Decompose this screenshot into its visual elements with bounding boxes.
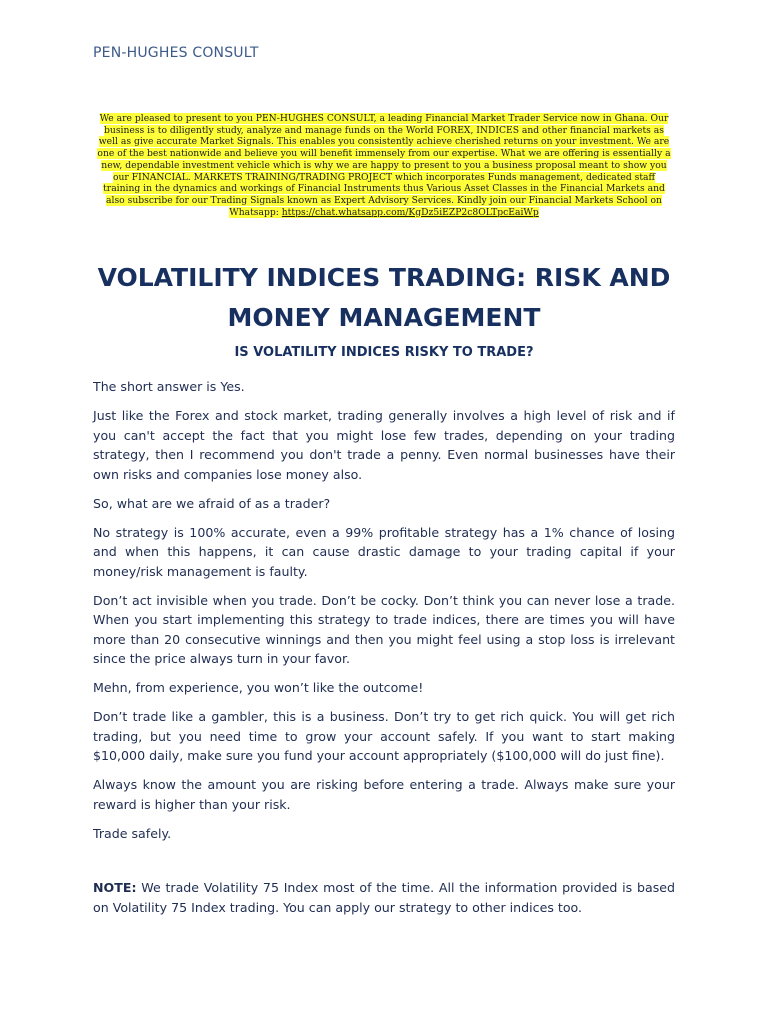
note-text: We trade Volatility 75 Index most of the time. All the information provided is based on Volatility 75 Index trading. You can apply our strategy to other indices too.	[93, 880, 675, 915]
whatsapp-link[interactable]: https://chat.whatsapp.com/KgDz5iEZP2c8OLTpcEaiWp	[281, 206, 539, 218]
note-label: NOTE:	[93, 880, 137, 895]
paragraph: Just like the Forex and stock market, trading generally involves a high level of risk and if you can't accept the fact that you might lose few trades, depending on your trading strategy, then I recommend you don't trade a penny. Even normal businesses have their own risks and companies lose money also.	[93, 408, 675, 482]
article-body	[93, 377, 675, 853]
paragraph: Don’t trade like a gambler, this is a business. Don’t try to get rich quick. You will get rich trading, but you need time to grow your account safely. If you want to start making $10,000 daily, make sure you fund your account appropriately ($100,000 will do just fine).	[93, 709, 675, 763]
note-paragraph	[93, 878, 675, 917]
intro-paragraph	[93, 113, 675, 218]
paragraph: Mehn, from experience, you won’t like the outcome!	[93, 680, 424, 695]
paragraph: The short answer is Yes.	[93, 379, 245, 394]
paragraph: So, what are we afraid of as a trader?	[93, 495, 331, 511]
company-header: PEN-HUGHES CONSULT	[93, 45, 259, 61]
section-subtitle: IS VOLATILITY INDICES RISKY TO TRADE?	[234, 345, 534, 360]
paragraph: Always know the amount you are risking before entering a trade. Always make sure your reward is higher than your risk.	[93, 777, 675, 812]
paragraph: No strategy is 100% accurate, even a 99% profitable strategy has a 1% chance of losing and when this happens, it can cause drastic damage to your trading capital if your money/risk management is faulty.	[93, 524, 675, 579]
paragraph: Don’t act invisible when you trade. Don’t be cocky. Don’t think you can never lose a trade. When you start implementing this strategy to trade indices, there are times you will have more than 20 consecutive winnings and then you might feel using a stop loss is irrelevant since the price always turn in your favor.	[93, 592, 675, 666]
intro-highlighted-text	[97, 113, 670, 218]
page-title: VOLATILITY INDICES TRADING: RISK AND MONEY MANAGEMENT	[97, 263, 671, 332]
paragraph: Trade safely.	[93, 825, 172, 841]
intro-text: We are pleased to present to you PEN-HUGHES CONSULT, a leading Financial Market Trader Service now in Ghana. Our business is to diligently study, analyze and manage funds on the World FOREX, INDICES and other financial markets as well as give accurate Market Signals. This enables you consistently achieve cherished returns on your investment. We are one of the best nationwide and believe you will benefit immensely from our expertise. What we are offering is essentially a new, dependable investment vehicle which is why we are happy to present to you a business proposal meant to show you our FINANCIAL. MARKETS TRAINING/TRADING PROJECT which incorporates Funds management, dedicated staff training in the dynamics and workings of Financial Instruments thus Various Asset Classes in the Financial Markets and also subscribe for our Trading Signals known as Expert Advisory Services. Kindly join our Financial Markets School on Whatsapp:	[97, 113, 671, 218]
